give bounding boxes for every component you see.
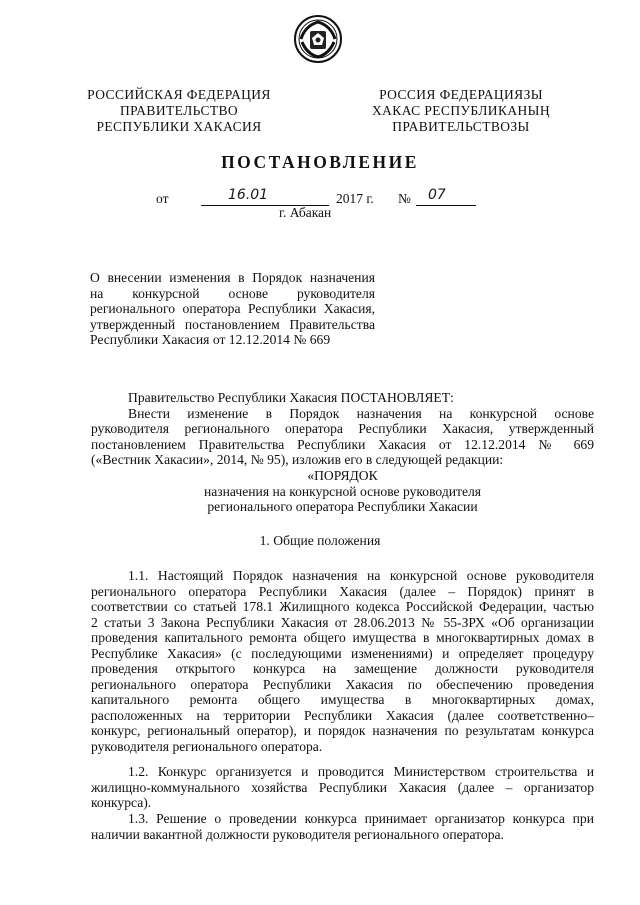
resolve-line: руководителя регионального оператора Республики Хакасия, утвержденный [91,421,594,437]
date-prefix: от [156,191,169,206]
resolve-line: постановлением Правительства Республики Хакасия от 12.12.2014 № 669 [91,436,594,452]
header-right-line: ПРАВИТЕЛЬСТВОЗЫ [392,119,530,134]
order-title-line: «ПОРЯДОК [307,467,378,483]
subject-line: регионального оператора Республики Хакасия, [90,301,375,316]
header-khakas [361,87,561,135]
paragraph-line: 1.2. Конкурс организуется и проводится Министерством строительства и [128,764,594,779]
number-label: № [398,191,411,206]
order-title-line: регионального оператора Республики Хакасии [207,499,478,515]
paragraph-line: капитального ремонта общего имущества в многоквартирных домах, [91,692,594,708]
paragraph-line: соответствии со статьей 178.1 Жилищного кодекса Российской Федерации, частью [91,599,594,615]
paragraph-line: конкурса). [91,795,152,811]
header-left-line: РОССИЙСКАЯ ФЕДЕРАЦИЯ [87,87,271,102]
subject-line: Республики Хакасия от 12.12.2014 № 669 [90,332,331,347]
paragraph-1-2 [91,764,594,811]
resolve-line: («Вестник Хакасии», 2014, № 95), изложив его в следующей редакции: [91,452,504,468]
paragraph-line: 1.3. Решение о проведении конкурса принимает организатор конкурса при [128,811,594,826]
paragraph-line: регионального оператора Республики Хакасия по обеспечению проведения [91,676,594,692]
section-title: 1. Общие положения [259,533,381,548]
paragraph-line: регионального оператора Республики Хакасия (далее – Порядок) принят в [91,583,594,599]
resolution-subject [90,270,375,348]
header-left-line: ПРАВИТЕЛЬСТВО [119,103,239,118]
header-right-line: ХАКАС РЕСПУБЛИКАНЫҢ [372,103,550,118]
paragraph-1-1 [91,568,594,755]
number-underline [416,205,476,206]
paragraph-line: расположенных на территории Республики Хакасия (далее соответственно– [91,707,594,723]
paragraph-line: проведения капитального ремонта общего имущества в многоквартирных домах в [91,630,594,646]
header-russian [79,87,279,135]
header-left-line: РЕСПУБЛИКИ ХАКАСИЯ [96,119,262,134]
subject-line: на конкурсной основе руководителя [90,285,375,301]
coat-of-arms-icon [293,14,343,64]
paragraph-line: Республике Хакасия» (с последующими изменениями) и определяет процедуру [91,645,594,661]
resolve-line: Правительство Республики Хакасия ПОСТАНОВЛЯЕТ: [128,390,454,405]
year-label: 2017 г. [336,191,374,206]
document-title: ПОСТАНОВЛЕНИЕ [221,152,419,172]
resolve-line: Внести изменение в Порядок назначения на конкурсной основе [128,405,594,421]
subject-line: утвержденный постановлением Правительства [90,316,375,332]
subject-line: О внесении изменения в Порядок назначения [90,270,375,285]
paragraph-line: конкурс, региональный оператор), и порядок назначения по результатам конкурса [91,723,594,739]
paragraph-line: проведения открытого конкурса на замещение должности руководителя [91,661,594,677]
paragraph-line: 1.1. Настоящий Порядок назначения на конкурсной основе руководителя [128,568,594,583]
order-title-line: назначения на конкурсной основе руководителя [203,483,482,499]
resolve-block [91,390,594,515]
paragraph-line: руководителя регионального оператора. [91,739,323,755]
city-label: г. Абакан [279,205,332,220]
paragraph-line: 2 статьи 3 Закона Республики Хакасия от 28.06.2013 № 55-ЗРХ «Об организации [91,614,594,630]
paragraph-line: наличии вакантной должности руководителя регионального оператора. [91,826,504,842]
paragraph-line: жилищно-коммунального хозяйства Республики Хакасия (далее – организатор [91,779,594,795]
header-right-line: РОССИЯ ФЕДЕРАЦИЯЗЫ [379,87,543,102]
handwritten-number: 07 [428,187,446,203]
paragraph-1-3 [91,811,594,842]
handwritten-date: 16.01 [228,187,269,203]
